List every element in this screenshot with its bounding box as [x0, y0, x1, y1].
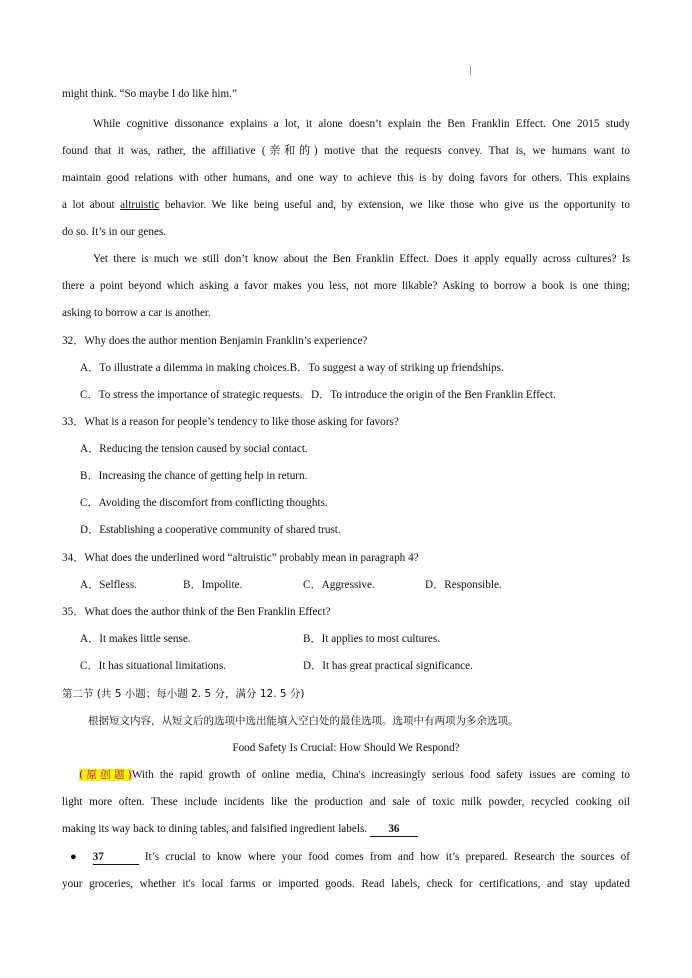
paragraph-line	[62, 198, 630, 212]
option-d: D．It has great practical significance.	[303, 660, 473, 672]
text-run: behavior. We like being useful and, by extension, we like those who give us the opportunity to	[159, 199, 631, 211]
page-marker	[470, 66, 471, 75]
question-stem: 35．What does the author think of the Ben Franklin Effect?	[62, 606, 331, 618]
question-option	[80, 361, 630, 375]
passage-title: Food Safety Is Crucial: How Should We Respond?	[232, 742, 460, 754]
option-d: D．To introduce the origin of the Ben Franklin Effect.	[311, 389, 556, 401]
option-b: B．It applies to most cultures.	[303, 633, 441, 645]
question-stem: 33．What is a reason for people’s tendency to like those asking for favors?	[62, 416, 399, 428]
paragraph-line: your groceries, whether it's local farms or imported goods. Read labels, check for certifications, and stay updated	[62, 878, 630, 890]
option-b: B．Increasing the chance of getting help in return.	[80, 470, 308, 482]
paragraph-line: asking to borrow a car is another.	[62, 307, 211, 319]
bullet-line	[70, 850, 630, 865]
paragraph-line: there a point beyond which asking a favor makes you less, not more likable? Asking to borrow a book is one thing;	[62, 280, 630, 292]
bullet-icon: ●	[70, 851, 81, 863]
answer-blank-37: 37	[93, 850, 139, 865]
option-a: A．Reducing the tension caused by social contact.	[80, 443, 308, 455]
option-c: C．Avoiding the discomfort from conflicting thoughts.	[80, 497, 328, 509]
original-question-tag: (原创题)	[79, 769, 132, 781]
section-instruction: 根据短文内容，从短文后的选项中选出能填入空白处的最佳选项。选项中有两项为多余选项。	[88, 715, 519, 727]
option-b: B．Impolite.	[183, 579, 243, 591]
paragraph-line: might think. “So maybe I do like him.”	[62, 88, 237, 100]
option-c: C．Aggressive.	[303, 579, 375, 591]
paragraph-line: Yet there is much we still don’t know about the Ben Franklin Effect. Does it apply equally across cultures? Is	[93, 253, 630, 265]
option-a: A．It makes little sense.	[80, 633, 191, 645]
text-run: With the rapid growth of online media, China's increasingly serious food safety issues are coming to	[131, 769, 630, 781]
question-option	[80, 388, 630, 402]
paragraph-line: While cognitive dissonance explains a lot, it alone doesn’t explain the Ben Franklin Effect. One 2015 study	[93, 118, 630, 130]
text-run: a lot about	[62, 199, 121, 211]
answer-blank-36: 36	[370, 822, 418, 837]
underlined-word: altruistic	[120, 199, 160, 211]
option-c: C．It has situational limitations.	[80, 660, 227, 672]
paragraph-line: maintain good relations with other humans, and one way to achieve this is by doing favors for others. This explains	[62, 172, 630, 184]
option-a: A．Selfless.	[80, 579, 137, 591]
paragraph-line	[62, 822, 630, 837]
paragraph-line	[79, 768, 630, 782]
text-run: making its way back to dining tables, and falsified ingredient labels.	[62, 823, 370, 835]
option-a: A．To illustrate a dilemma in making choices.	[80, 362, 290, 374]
option-b: B．To suggest a way of striking up friendships.	[289, 362, 504, 374]
paragraph-line: light more often. These include incidents like the production and sale of toxic milk powder, recycled cooking oil	[62, 796, 630, 808]
option-d: D．Establishing a cooperative community of shared trust.	[80, 524, 341, 536]
text-run: It’s crucial to know where your food comes from and how it’s prepared. Research the sources of	[138, 851, 630, 863]
option-c: C．To stress the importance of strategic requests.	[80, 389, 303, 401]
section-heading: 第二节 (共 5 小题；每小题 2. 5 分，满分 12. 5 分)	[62, 688, 305, 700]
question-stem: 34．What does the underlined word “altruistic” probably mean in paragraph 4?	[62, 552, 419, 564]
paragraph-line: found that it was, rather, the affiliative (亲和的) motive that the requests convey. That is, we humans want to	[62, 145, 630, 157]
paragraph-line: do so. It’s in our genes.	[62, 226, 167, 238]
question-stem: 32．Why does the author mention Benjamin Franklin’s experience?	[62, 335, 368, 347]
option-d: D．Responsible.	[425, 579, 502, 591]
